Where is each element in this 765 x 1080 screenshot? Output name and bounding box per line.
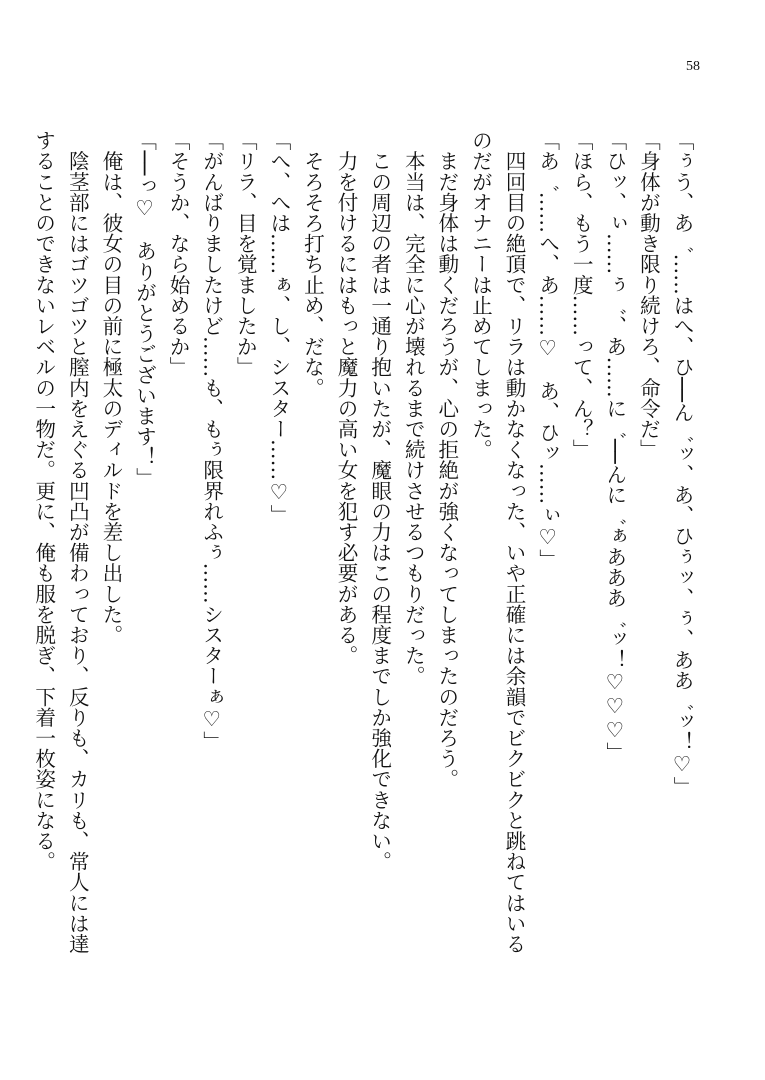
- text-line: 「あ゛……へ、あ……♡ あ、ひッ……ぃ♡」: [535, 130, 560, 570]
- text-line: 「ほら、もう一度……って、ん？」: [569, 130, 594, 460]
- text-line: 四回目の絶頂で、リラは動かなくなった、いや正確には余韻でビクビクと跳ねてはいる: [502, 130, 527, 954]
- text-line: 「へ、へは……ぁ、し、シスター……♡」: [266, 130, 291, 525]
- text-line: 「ぅう、あ゛……はへ、ひ──ん゛ッ、あ、ひぅッ、ぅ、ああ゛ッ！♡」: [670, 130, 694, 797]
- text-line: 「がんばりましたけど……も、もぅ限界れふぅ……シスターぁ♡」: [199, 130, 224, 752]
- text-line: そろそろ打ち止め、だな。: [300, 130, 325, 398]
- text-line: 「そうか、なら始めるか」: [166, 130, 191, 378]
- text-line: 陰茎部にはゴツゴツと膣内をえぐる凹凸が備わっており、反りも、カリも、常人には達: [65, 130, 90, 954]
- text-line: この周辺の者は一通り抱いたが、魔眼の力はこの程度までしか強化できない。: [367, 130, 392, 872]
- text-line: 「ひッ、ぃ……ぅ゛、あ……に゛──んに゛ぁあああ゛ッ！♡♡♡」: [602, 130, 627, 763]
- text-line: 「リラ、目を覚ましたか」: [233, 130, 258, 378]
- text-line: 本当は、完全に心が壊れるまで続けさせるつもりだった。: [401, 130, 426, 687]
- text-line: 「身体が動き限り続けろ、命令だ」: [636, 130, 661, 460]
- page-number: 58: [686, 59, 700, 74]
- text-line: 力を付けるにはもっと魔力の高い女を犯す必要がある。: [334, 130, 359, 666]
- text-line: することのできないレベルの一物だ。更に、俺も服を脱ぎ、下着一枚姿になる。: [31, 130, 56, 872]
- text-line: のだがオナニーは止めてしまった。: [468, 130, 493, 460]
- text-line: 俺は、彼女の目の前に極太のディルドを差し出した。: [98, 130, 123, 645]
- vertical-text-body: [31, 130, 698, 1010]
- text-line: 「──っ♡ ありがとうございます！」: [132, 130, 157, 488]
- text-line: まだ身体は動くだろうが、心の拒絶が強くなってしまったのだろう。: [434, 130, 459, 790]
